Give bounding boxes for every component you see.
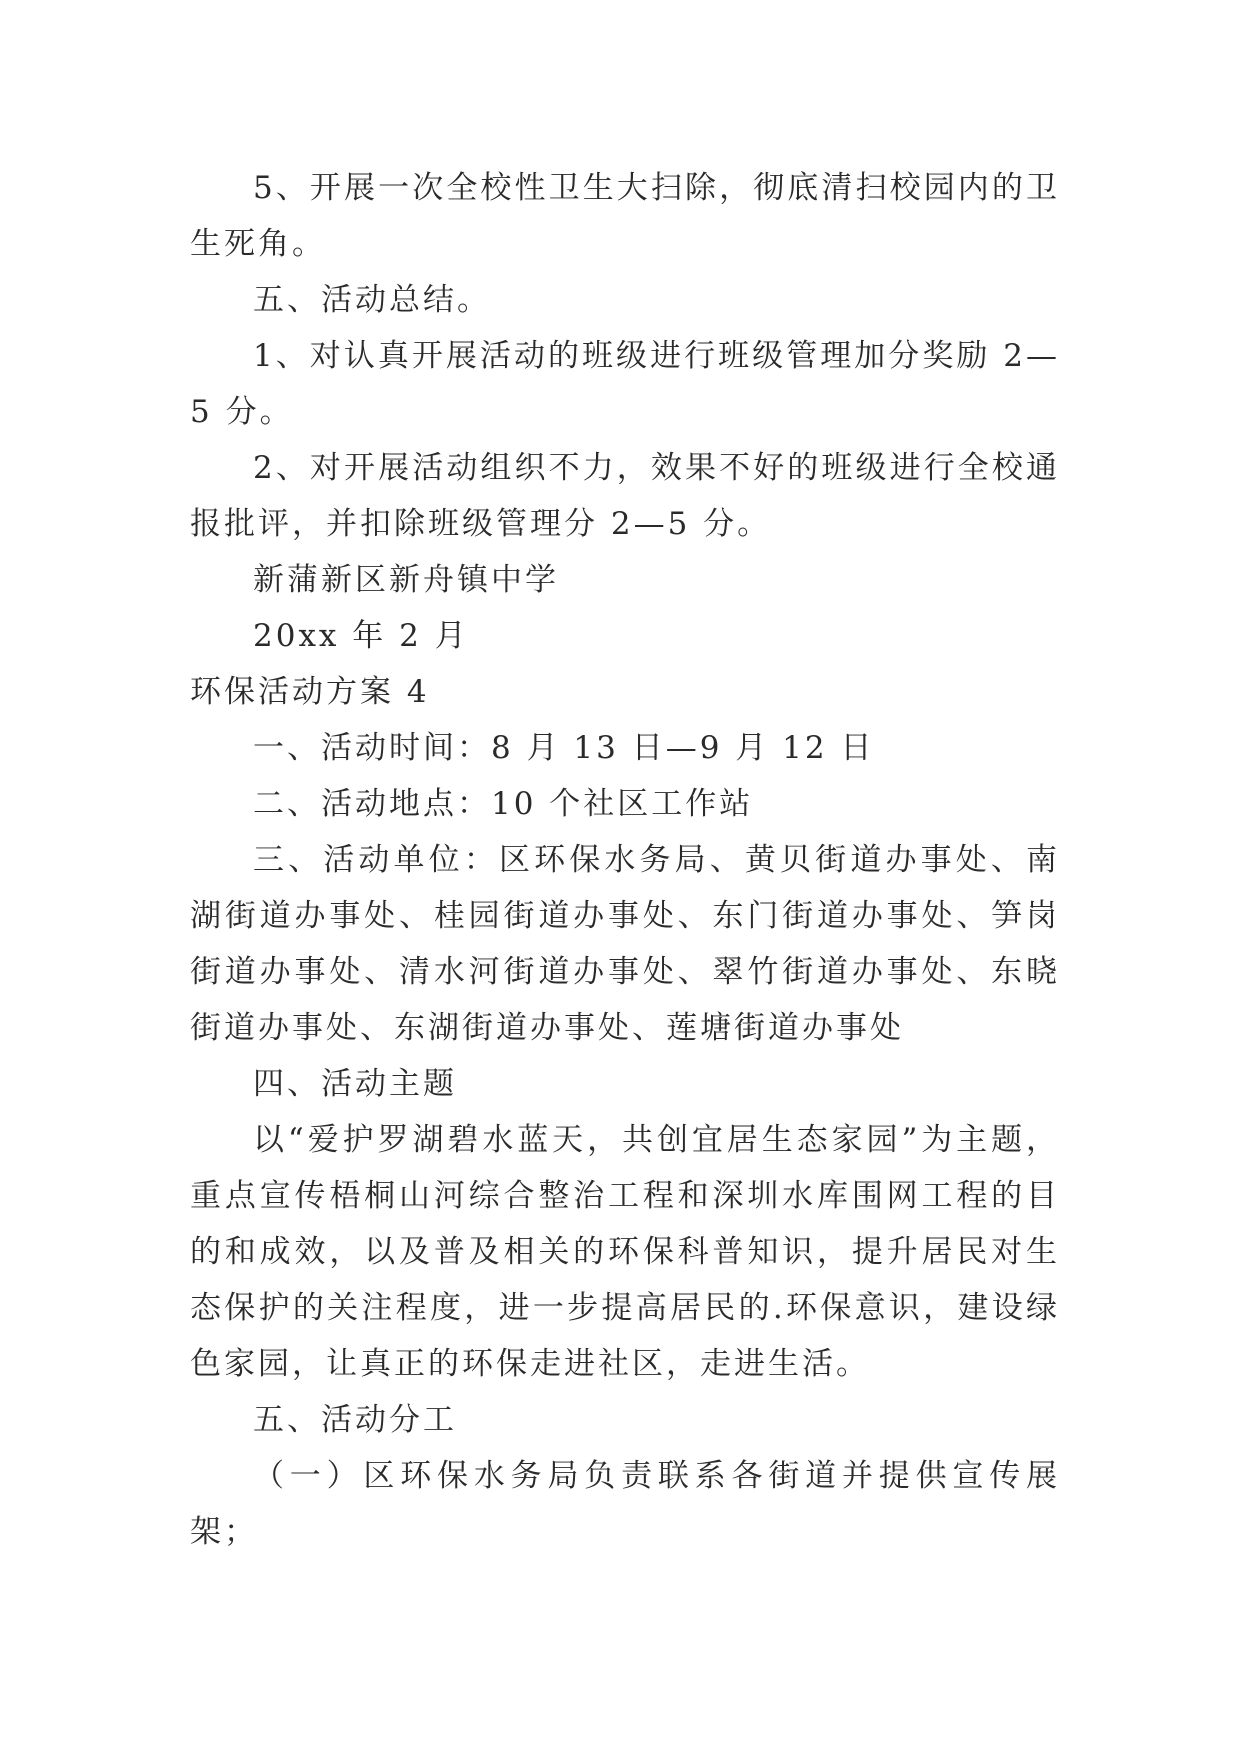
paragraph-cleanup: 5、开展一次全校性卫生大扫除，彻底清扫校园内的卫生死角。 [190, 170, 1060, 262]
paragraph-penalty: 2、对开展活动组织不力，效果不好的班级进行全校通报批评，并扣除班级管理分 2—5 分。 [190, 450, 1060, 542]
heading-theme: 四、活动主题 [253, 1066, 457, 1102]
heading-division: 五、活动分工 [253, 1402, 457, 1438]
paragraph-division-1: （一）区环保水务局负责联系各街道并提供宣传展架； [190, 1458, 1060, 1550]
paragraph-reward: 1、对认真开展活动的班级进行班级管理加分奖励 2—5 分。 [190, 338, 1060, 430]
signature-school: 新蒲新区新舟镇中学 [253, 562, 559, 598]
paragraph-theme: 以“爱护罗湖碧水蓝天，共创宜居生态家园”为主题，重点宣传梧桐山河综合整治工程和深圳水库围网工程的目的和成效，以及普及相关的环保科普知识，提升居民对生态保护的关注程度，进一步提高居民的.环保意识，建设绿色家园，让真正的环保走进社区，走进生活。 [190, 1122, 1060, 1382]
signature-date: 20xx 年 2 月 [253, 618, 469, 654]
paragraph-location: 二、活动地点：10 个社区工作站 [253, 786, 754, 822]
paragraph-time: 一、活动时间：8 月 13 日—9 月 12 日 [253, 730, 875, 766]
section-title: 环保活动方案 4 [190, 674, 430, 710]
heading-summary: 五、活动总结。 [253, 282, 491, 318]
paragraph-units: 三、活动单位：区环保水务局、黄贝街道办事处、南湖街道办事处、桂园街道办事处、东门街道办事处、笋岗街道办事处、清水河街道办事处、翠竹街道办事处、东晓街道办事处、东湖街道办事处、莲塘街道办事处 [190, 842, 1060, 1046]
document-body [190, 160, 1060, 1560]
